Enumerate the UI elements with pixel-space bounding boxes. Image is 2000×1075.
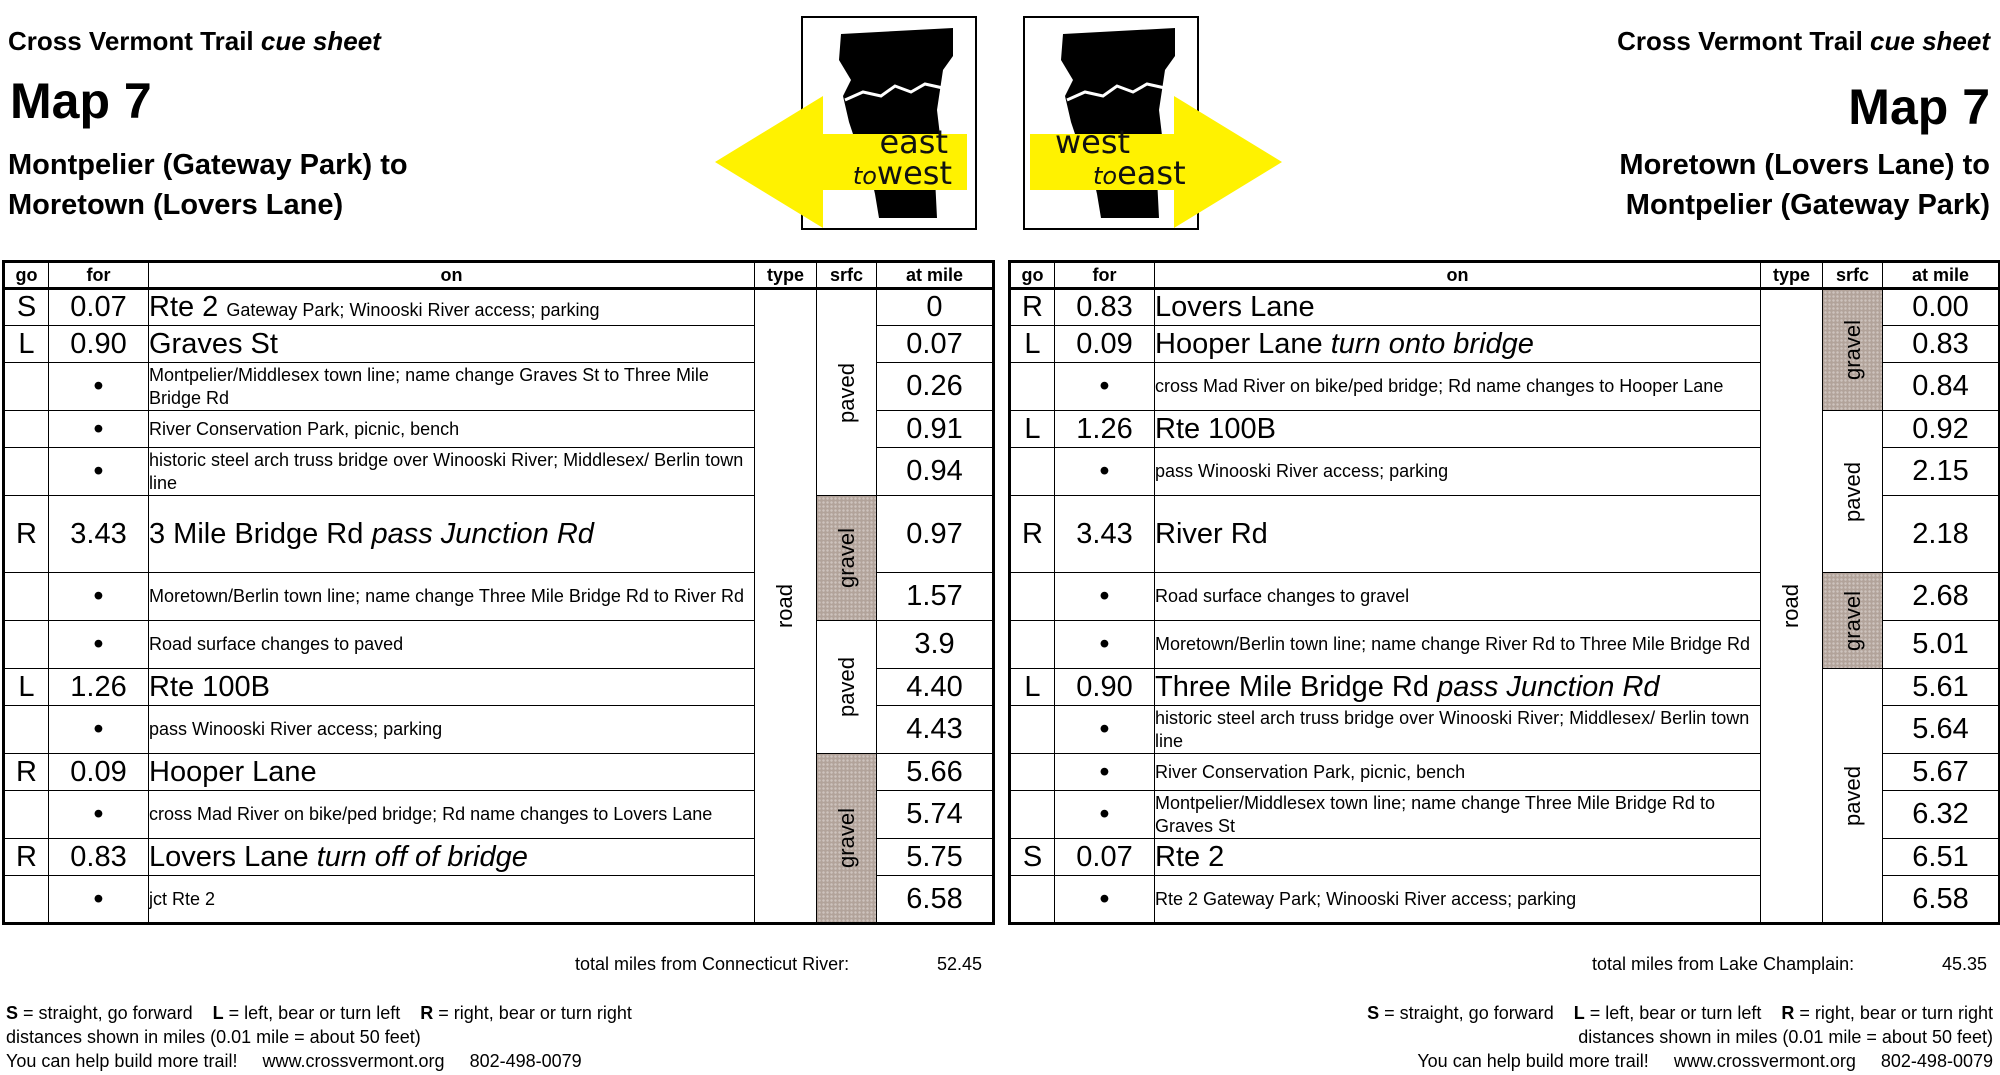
right-cue-table	[1008, 260, 2000, 925]
go-cell	[1010, 573, 1055, 621]
right-direction-label: west toeast	[1055, 123, 1186, 192]
note-cell: Moretown/Berlin town line; name change River Rd to Three Mile Bridge Rd	[1155, 621, 1761, 669]
for-cell: 0.07	[1055, 839, 1155, 876]
note-cell: cross Mad River on bike/ped bridge; Rd name changes to Hooper Lane	[1155, 363, 1761, 411]
for-cell: 3.43	[49, 496, 149, 573]
col-mile-header: at mile	[877, 262, 994, 289]
note-cell: Rte 2 Gateway Park; Winooski River access; parking	[1155, 876, 1761, 924]
surface-paved: paved	[1823, 411, 1883, 573]
bullet-cell: •	[1055, 706, 1155, 754]
mile-cell: 6.58	[1883, 876, 2000, 924]
on-cell: Three Mile Bridge Rd pass Junction Rd	[1155, 669, 1761, 706]
col-for-header: for	[1055, 262, 1155, 289]
go-cell	[4, 448, 49, 496]
bullet-cell: •	[1055, 791, 1155, 839]
mile-cell: 2.15	[1883, 448, 2000, 496]
note-cell: River Conservation Park, picnic, bench	[149, 411, 755, 448]
surface-paved: paved	[817, 289, 877, 496]
go-cell: R	[4, 496, 49, 573]
surface-gravel: gravel	[1823, 573, 1883, 669]
table-row	[1010, 573, 2000, 621]
go-cell	[4, 411, 49, 448]
mile-cell: 3.9	[877, 621, 994, 669]
for-cell: 3.43	[1055, 496, 1155, 573]
on-cell: Rte 100B	[149, 669, 755, 706]
for-cell: 0.07	[49, 289, 149, 326]
bullet-cell: •	[49, 448, 149, 496]
go-cell: R	[1010, 496, 1055, 573]
mile-cell: 5.67	[1883, 754, 2000, 791]
mile-cell: 6.51	[1883, 839, 2000, 876]
right-map-label: Map 7	[1848, 79, 1990, 135]
surface-paved: paved	[1823, 669, 1883, 924]
table-row	[4, 289, 994, 326]
mile-cell: 5.64	[1883, 706, 2000, 754]
mile-cell: 0.07	[877, 326, 994, 363]
note-cell: Road surface changes to gravel	[1155, 573, 1761, 621]
mile-cell: 0.00	[1883, 289, 2000, 326]
surface-gravel: gravel	[817, 754, 877, 924]
bullet-cell: •	[49, 411, 149, 448]
go-cell: R	[4, 839, 49, 876]
left-direction-label: east towest	[852, 123, 952, 192]
phone-number: 802-498-0079	[469, 1051, 582, 1071]
table-row	[4, 621, 994, 669]
table-row	[1010, 289, 2000, 326]
go-cell	[1010, 448, 1055, 496]
col-on-header: on	[149, 262, 755, 289]
bullet-cell: •	[49, 876, 149, 924]
contact-line: You can help build more trail! www.crossvermont.org 802-498-0079	[6, 1051, 582, 1071]
for-cell: 0.09	[1055, 326, 1155, 363]
note-cell: cross Mad River on bike/ped bridge; Rd name changes to Lovers Lane	[149, 791, 755, 839]
on-cell: Hooper Lane turn onto bridge	[1155, 326, 1761, 363]
for-cell: 0.90	[49, 326, 149, 363]
note-cell: Road surface changes to paved	[149, 621, 755, 669]
col-type-header: type	[1761, 262, 1823, 289]
go-cell	[4, 621, 49, 669]
bullet-cell: •	[49, 706, 149, 754]
col-on-header: on	[1155, 262, 1761, 289]
go-cell	[4, 573, 49, 621]
on-cell: Rte 2	[1155, 839, 1761, 876]
bullet-cell: •	[49, 791, 149, 839]
mile-cell: 0.97	[877, 496, 994, 573]
table-header-row	[1010, 262, 2000, 289]
left-total-value: 52.45	[937, 954, 983, 974]
on-cell: Graves St	[149, 326, 755, 363]
right-series-title: Cross Vermont Trail cue sheet	[1617, 26, 1990, 56]
mile-cell: 4.43	[877, 706, 994, 754]
col-type-header: type	[755, 262, 817, 289]
col-for-header: for	[49, 262, 149, 289]
distance-note: distances shown in miles (0.01 mile = about 50 feet)	[1578, 1027, 1993, 1047]
for-cell: 0.09	[49, 754, 149, 791]
go-cell: L	[1010, 326, 1055, 363]
for-cell: 1.26	[1055, 411, 1155, 448]
left-legend	[6, 1001, 632, 1073]
type-cell: road	[755, 289, 817, 924]
left-total-label: total miles from Connecticut River:	[575, 954, 850, 974]
bullet-cell: •	[1055, 573, 1155, 621]
bullet-cell: •	[49, 573, 149, 621]
mile-cell: 0.91	[877, 411, 994, 448]
go-cell	[1010, 363, 1055, 411]
go-cell	[1010, 706, 1055, 754]
surface-gravel: gravel	[1823, 289, 1883, 411]
go-cell	[1010, 791, 1055, 839]
mile-cell: 2.18	[1883, 496, 2000, 573]
go-cell: S	[4, 289, 49, 326]
for-cell: 0.83	[1055, 289, 1155, 326]
for-cell: 1.26	[49, 669, 149, 706]
mile-cell: 5.75	[877, 839, 994, 876]
col-srfc-header: srfc	[1823, 262, 1883, 289]
go-cell: S	[1010, 839, 1055, 876]
note-cell: jct Rte 2	[149, 876, 755, 924]
go-cell	[4, 791, 49, 839]
right-total-value: 45.35	[1942, 954, 1988, 974]
table-row	[1010, 411, 2000, 448]
surface-paved: paved	[817, 621, 877, 754]
go-cell: R	[4, 754, 49, 791]
contact-line: You can help build more trail! www.crossvermont.org 802-498-0079	[1417, 1051, 1993, 1071]
table-row	[1010, 669, 2000, 706]
bullet-cell: •	[1055, 448, 1155, 496]
note-cell: historic steel arch truss bridge over Winooski River; Middlesex/ Berlin town line	[149, 448, 755, 496]
table-row	[4, 754, 994, 791]
go-cell: L	[4, 326, 49, 363]
for-cell: 0.83	[49, 839, 149, 876]
note-cell: River Conservation Park, picnic, bench	[1155, 754, 1761, 791]
go-cell: L	[1010, 669, 1055, 706]
on-cell: Lovers Lane	[1155, 289, 1761, 326]
mile-cell: 5.61	[1883, 669, 2000, 706]
bullet-cell: •	[1055, 363, 1155, 411]
mile-cell: 5.01	[1883, 621, 2000, 669]
note-cell: pass Winooski River access; parking	[149, 706, 755, 754]
note-cell: Montpelier/Middlesex town line; name change Three Mile Bridge Rd to Graves St	[1155, 791, 1761, 839]
go-cell: L	[4, 669, 49, 706]
phone-number: 802-498-0079	[1880, 1051, 1993, 1071]
direction-key: S = straight, go forward L = left, bear or turn left R = right, bear or turn right	[6, 1003, 632, 1023]
mile-cell: 6.32	[1883, 791, 2000, 839]
go-cell	[1010, 621, 1055, 669]
website-link[interactable]: www.crossvermont.org	[262, 1051, 445, 1071]
mile-cell: 0	[877, 289, 994, 326]
note-cell: historic steel arch truss bridge over Winooski River; Middlesex/ Berlin town line	[1155, 706, 1761, 754]
mile-cell: 5.66	[877, 754, 994, 791]
left-route-title: Montpelier (Gateway Park) to Moretown (Lovers Lane)	[8, 149, 408, 221]
go-cell	[1010, 754, 1055, 791]
left-series-title: Cross Vermont Trail cue sheet	[8, 26, 381, 56]
mile-cell: 2.68	[1883, 573, 2000, 621]
on-cell: Rte 2 Gateway Park; Winooski River access; parking	[149, 289, 755, 326]
on-cell: Lovers Lane turn off of bridge	[149, 839, 755, 876]
on-cell: 3 Mile Bridge Rd pass Junction Rd	[149, 496, 755, 573]
distance-note: distances shown in miles (0.01 mile = about 50 feet)	[6, 1027, 421, 1047]
bullet-cell: •	[49, 621, 149, 669]
table-header-row	[4, 262, 994, 289]
for-cell: 0.90	[1055, 669, 1155, 706]
mile-cell: 1.57	[877, 573, 994, 621]
surface-gravel: gravel	[817, 496, 877, 621]
left-map-label: Map 7	[10, 73, 152, 129]
go-cell	[4, 876, 49, 924]
mile-cell: 0.26	[877, 363, 994, 411]
mile-cell: 0.83	[1883, 326, 2000, 363]
table-row	[4, 496, 994, 573]
bullet-cell: •	[49, 363, 149, 411]
note-cell: Moretown/Berlin town line; name change Three Mile Bridge Rd to River Rd	[149, 573, 755, 621]
go-cell: L	[1010, 411, 1055, 448]
go-cell	[4, 363, 49, 411]
go-cell: R	[1010, 289, 1055, 326]
go-cell	[1010, 876, 1055, 924]
col-go-header: go	[4, 262, 49, 289]
mile-cell: 5.74	[877, 791, 994, 839]
mile-cell: 4.40	[877, 669, 994, 706]
note-cell: pass Winooski River access; parking	[1155, 448, 1761, 496]
bullet-cell: •	[1055, 754, 1155, 791]
col-mile-header: at mile	[1883, 262, 2000, 289]
on-cell: Rte 100B	[1155, 411, 1761, 448]
type-cell: road	[1761, 289, 1823, 924]
right-route-title: Moretown (Lovers Lane) to Montpelier (Gateway Park)	[1619, 149, 1990, 221]
on-cell: Hooper Lane	[149, 754, 755, 791]
direction-key: S = straight, go forward L = left, bear or turn left R = right, bear or turn right	[1367, 1003, 1993, 1023]
left-cue-table	[2, 260, 995, 925]
mile-cell: 6.58	[877, 876, 994, 924]
right-legend	[1367, 1001, 1993, 1073]
mile-cell: 0.84	[1883, 363, 2000, 411]
note-cell: Montpelier/Middlesex town line; name change Graves St to Three Mile Bridge Rd	[149, 363, 755, 411]
mile-cell: 0.94	[877, 448, 994, 496]
bullet-cell: •	[1055, 621, 1155, 669]
on-cell: River Rd	[1155, 496, 1761, 573]
website-link[interactable]: www.crossvermont.org	[1673, 1051, 1856, 1071]
col-go-header: go	[1010, 262, 1055, 289]
col-srfc-header: srfc	[817, 262, 877, 289]
go-cell	[4, 706, 49, 754]
bullet-cell: •	[1055, 876, 1155, 924]
mile-cell: 0.92	[1883, 411, 2000, 448]
right-total-label: total miles from Lake Champlain:	[1592, 954, 1855, 974]
